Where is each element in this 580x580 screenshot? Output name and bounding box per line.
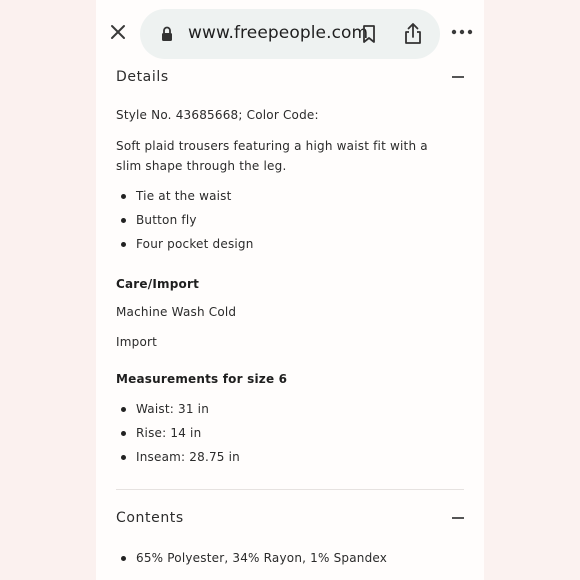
- feature-text: Button fly: [136, 213, 197, 227]
- list-item: [116, 450, 240, 464]
- list-item: [116, 189, 232, 203]
- details-title: Details: [116, 69, 169, 85]
- list-item: [116, 402, 209, 416]
- bullet-dot: [121, 556, 126, 561]
- care-line: Machine Wash Cold: [116, 305, 237, 319]
- list-item: [116, 213, 197, 227]
- bullet-dot: [121, 218, 126, 223]
- contents-text: 65% Polyester, 34% Rayon, 1% Spandex: [136, 551, 388, 565]
- contents-title: Contents: [116, 510, 184, 526]
- bullet-dot: [121, 407, 126, 412]
- measurement-text: Inseam: 28.75 in: [136, 450, 240, 464]
- bullet-dot: [121, 455, 126, 460]
- background-right: [484, 0, 580, 580]
- browser-toolbar: [96, 0, 484, 64]
- url-text: www.freepeople.com: [188, 23, 369, 43]
- close-icon: [110, 24, 126, 40]
- share-button[interactable]: [402, 22, 424, 46]
- measurements-heading: Measurements for size 6: [116, 372, 288, 386]
- bullet-dot: [121, 242, 126, 247]
- more-options-button[interactable]: [450, 24, 474, 40]
- close-button[interactable]: [106, 20, 130, 44]
- lock-icon: [158, 25, 176, 43]
- address-bar[interactable]: [140, 9, 440, 59]
- background-left: [0, 0, 96, 580]
- collapse-icon[interactable]: [452, 76, 464, 78]
- list-item: [116, 237, 254, 251]
- details-section-header[interactable]: [116, 66, 464, 88]
- measurement-text: Waist: 31 in: [136, 402, 210, 416]
- product-description: Soft plaid trousers featuring a high waist fit with a slim shape through the leg.: [116, 139, 428, 173]
- list-item: [116, 426, 201, 440]
- bookmark-button[interactable]: [358, 23, 380, 45]
- product-details-page: [96, 0, 484, 580]
- feature-text: Tie at the waist: [136, 189, 232, 203]
- collapse-icon[interactable]: [452, 517, 464, 519]
- contents-section-header[interactable]: [116, 507, 464, 529]
- care-line: Import: [116, 335, 158, 349]
- bullet-dot: [121, 194, 126, 199]
- section-divider: [116, 489, 464, 490]
- list-item: [116, 551, 387, 565]
- measurement-text: Rise: 14 in: [136, 426, 202, 440]
- style-number: Style No. 43685668; Color Code:: [116, 108, 319, 122]
- bullet-dot: [121, 431, 126, 436]
- feature-text: Four pocket design: [136, 237, 254, 251]
- care-heading: Care/Import: [116, 277, 200, 291]
